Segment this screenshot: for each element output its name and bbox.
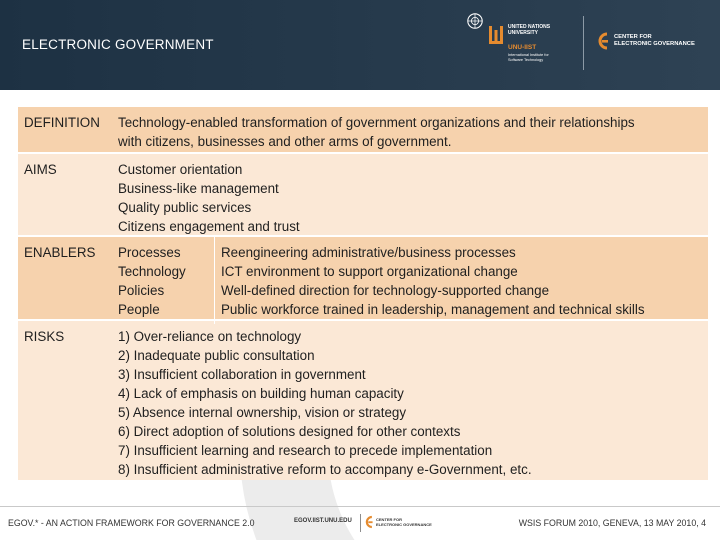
definition-line: with citizens, businesses and other arms of government. — [118, 134, 452, 149]
aims-label: AIMS — [24, 162, 57, 177]
risk-item: 7) Insufficient learning and research to precede implementation — [118, 443, 493, 458]
enabler-desc: ICT environment to support organizational change — [221, 264, 518, 279]
un-org-name — [508, 24, 568, 36]
un-org-line: UNIVERSITY — [508, 30, 539, 36]
ceg-name — [614, 34, 695, 48]
risk-item: 1) Over-reliance on technology — [118, 329, 302, 344]
risk-item: 6) Direct adoption of solutions designed for other contexts — [118, 424, 461, 439]
slide-title: ELECTRONIC GOVERNMENT — [22, 37, 214, 52]
enablers-row — [18, 235, 708, 319]
enabler-desc: Reengineering administrative/business processes — [221, 245, 516, 260]
footer-title: EGOV.* - AN ACTION FRAMEWORK FOR GOVERNANCE 2.0 — [8, 518, 255, 528]
header-band — [0, 0, 720, 90]
aims-item: Customer orientation — [118, 162, 243, 177]
enabler-name: Technology — [118, 264, 186, 279]
risk-item: 4) Lack of emphasis on building human capacity — [118, 386, 404, 401]
enabler-name: People — [118, 302, 160, 317]
unu-iist-label: UNU-IIST — [508, 44, 537, 51]
ceg-logo — [596, 30, 716, 56]
enabler-name: Processes — [118, 245, 181, 260]
enablers-grid — [118, 243, 700, 319]
definition-text — [110, 107, 708, 152]
risk-item: 8) Insufficient administrative reform to accompany e-Government, etc. — [118, 462, 532, 477]
unu-iist-logo — [466, 12, 584, 72]
footer-url: EGOV.IIST.UNU.EDU — [294, 518, 352, 524]
risks-label: RISKS — [24, 329, 65, 344]
enabler-desc: Public workforce trained in leadership, management and technical skills — [221, 302, 645, 317]
footer-ceg-name — [376, 517, 432, 527]
enablers-descriptions — [221, 243, 700, 319]
aims-item: Business-like management — [118, 181, 279, 196]
footer-logo-divider — [360, 514, 361, 532]
ceg-mark-icon — [596, 32, 610, 50]
un-sub-line: International Institute for — [508, 53, 549, 57]
footer-ceg-line: CENTER FOR — [376, 517, 402, 522]
egov-table — [18, 105, 708, 480]
risks-row — [18, 319, 708, 480]
ceg-line: ELECTRONIC GOVERNANCE — [614, 41, 695, 47]
aims-list — [110, 154, 708, 235]
enablers-divider — [214, 237, 215, 324]
risk-item: 3) Insufficient collaboration in government — [118, 367, 366, 382]
ceg-mark-icon — [364, 515, 374, 529]
enablers-names — [118, 243, 214, 319]
footer-ceg-logo — [364, 515, 434, 531]
un-emblem-icon — [466, 12, 484, 30]
risk-item: 2) Inadequate public consultation — [118, 348, 315, 363]
aims-row — [18, 152, 708, 235]
risk-item: 5) Absence internal ownership, vision or strategy — [118, 405, 407, 420]
aims-item: Citizens engagement and trust — [118, 219, 300, 234]
footer-ceg-line: ELECTRONIC GOVERNANCE — [376, 522, 432, 527]
aims-item: Quality public services — [118, 200, 252, 215]
unu-iist-subtitle — [508, 53, 578, 62]
footer-event: WSIS FORUM 2010, GENEVA, 13 MAY 2010, 4 — [518, 518, 706, 528]
un-sub-line: Software Technology — [508, 57, 544, 62]
un-org-line: UNITED NATIONS — [508, 24, 551, 30]
unu-mark-icon — [488, 24, 504, 46]
enabler-name: Policies — [118, 283, 165, 298]
enabler-desc: Well-defined direction for technology-supported change — [221, 283, 550, 298]
risks-list — [110, 321, 708, 480]
enablers-label: ENABLERS — [24, 245, 96, 260]
definition-row — [18, 105, 708, 152]
logo-divider — [583, 16, 584, 70]
ceg-line: CENTER FOR — [614, 34, 652, 40]
enablers-body — [110, 237, 708, 319]
definition-label: DEFINITION — [24, 115, 100, 130]
footer-divider — [0, 506, 720, 507]
definition-line: Technology-enabled transformation of government organizations and their relationships — [118, 115, 635, 130]
